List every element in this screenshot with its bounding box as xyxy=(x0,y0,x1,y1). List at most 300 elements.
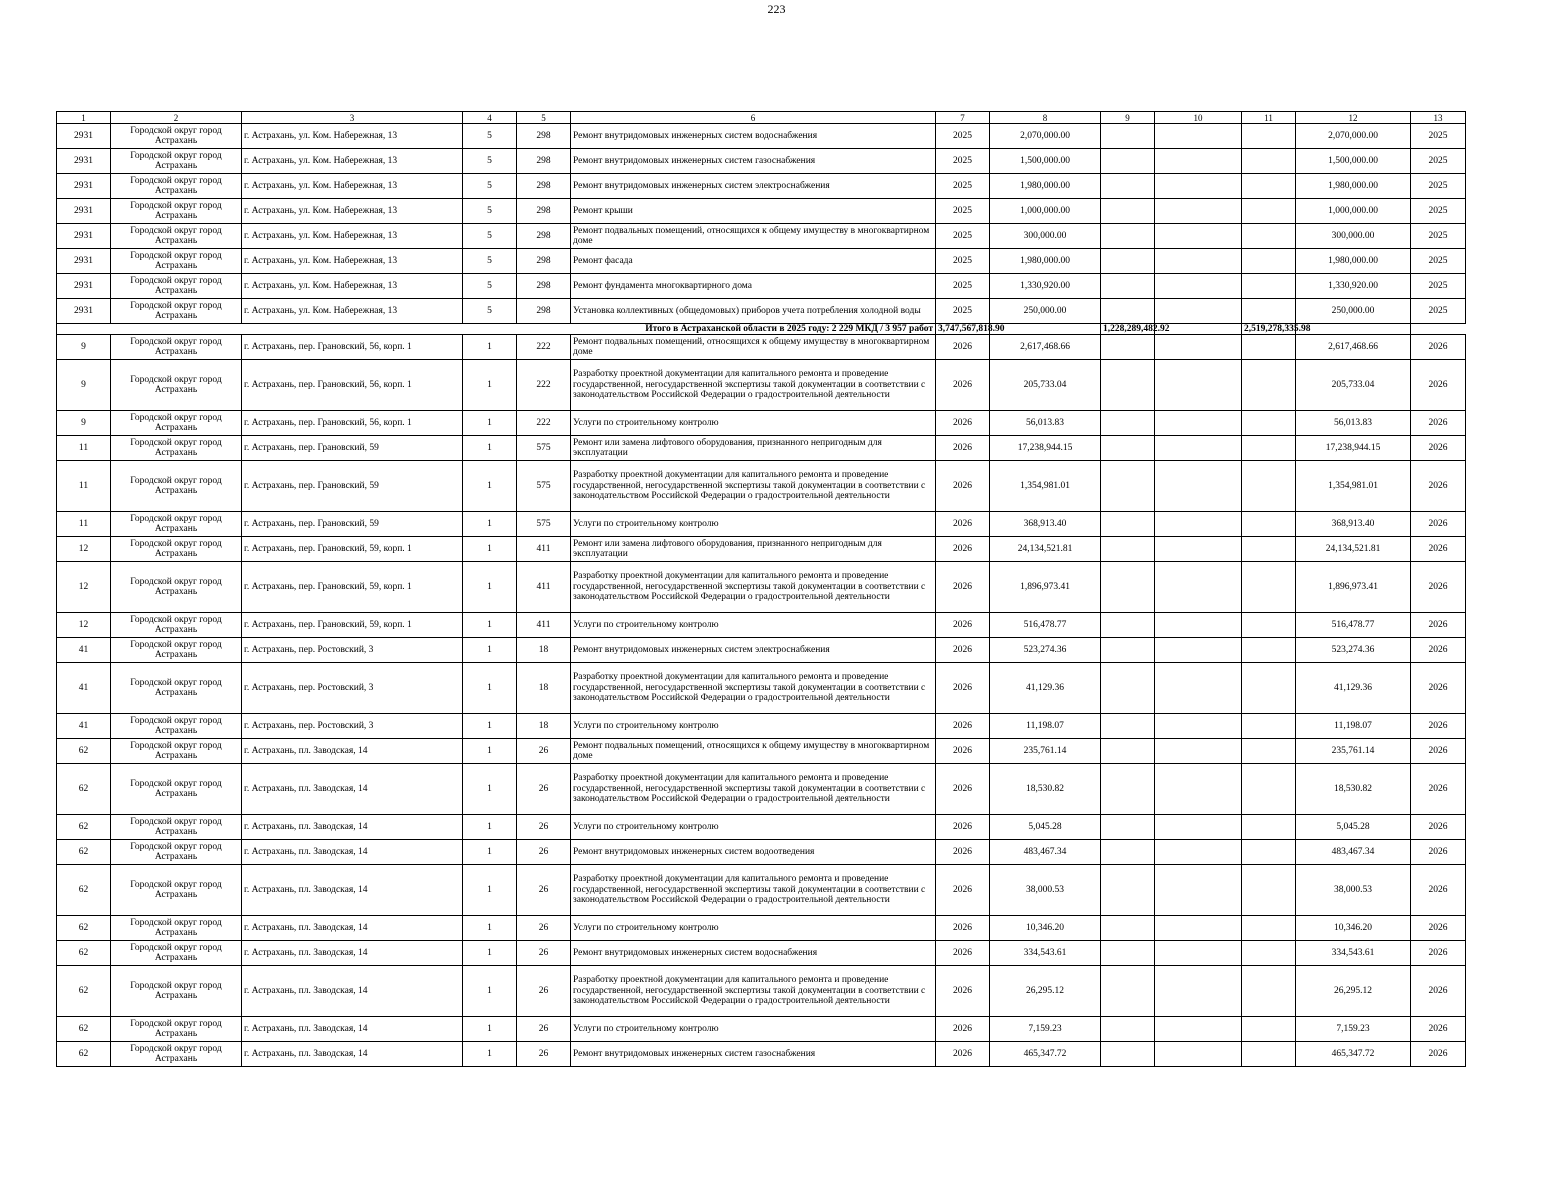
cell-floors: 5 xyxy=(463,199,517,224)
cell-house-id: 2931 xyxy=(57,149,111,174)
cell-col-11 xyxy=(1242,1017,1296,1042)
cell-floors: 5 xyxy=(463,224,517,249)
cell-work-type: Ремонт крыши xyxy=(571,199,936,224)
cell-work-type: Разработку проектной документации для капитального ремонта и проведение государственной, негосударственной экспертизы такой документации в соответствии с законодательством Российской Федерации о градостроительной деятельности xyxy=(571,966,936,1017)
cell-floors: 1 xyxy=(463,714,517,739)
cell-apartments: 18 xyxy=(517,663,571,714)
cell-house-id: 12 xyxy=(57,537,111,562)
table-row xyxy=(57,224,1466,249)
cell-address: г. Астрахань, пер. Грановский, 59 xyxy=(242,436,463,461)
cell-col-10 xyxy=(1155,966,1242,1017)
cell-col-12: 483,467.34 xyxy=(1296,840,1411,865)
cell-floors: 1 xyxy=(463,1042,517,1067)
cell-house-id: 2931 xyxy=(57,299,111,324)
cell-work-type: Услуги по строительному контролю xyxy=(571,1017,936,1042)
cell-col-10 xyxy=(1155,638,1242,663)
cell-col-11 xyxy=(1242,739,1296,764)
cell-municipality: Городской округ город Астрахань xyxy=(111,663,242,714)
cell-municipality: Городской округ город Астрахань xyxy=(111,562,242,613)
cell-col-9 xyxy=(1101,461,1155,512)
cell-address: г. Астрахань, пер. Грановский, 56, корп. 1 xyxy=(242,360,463,411)
cell-col-12: 10,346.20 xyxy=(1296,916,1411,941)
cell-municipality: Городской округ город Астрахань xyxy=(111,966,242,1017)
cell-col-11 xyxy=(1242,436,1296,461)
table-row xyxy=(57,537,1466,562)
table-body xyxy=(57,112,1466,1067)
cell-col-11 xyxy=(1242,274,1296,299)
cell-col-9 xyxy=(1101,1017,1155,1042)
column-header: 6 xyxy=(571,112,936,124)
cell-col-11 xyxy=(1242,815,1296,840)
cell-col-11 xyxy=(1242,941,1296,966)
cell-col-13: 2026 xyxy=(1411,537,1466,562)
cell-col-13: 2025 xyxy=(1411,199,1466,224)
total-col-10: 1,228,289,482.92 xyxy=(1101,324,1155,335)
cell-year: 2026 xyxy=(936,335,990,360)
cell-year: 2025 xyxy=(936,174,990,199)
cell-col-13: 2025 xyxy=(1411,149,1466,174)
cell-col-12: 2,070,000.00 xyxy=(1296,124,1411,149)
cell-col-12: 18,530.82 xyxy=(1296,764,1411,815)
column-header: 10 xyxy=(1155,112,1242,124)
cell-col-12: 250,000.00 xyxy=(1296,299,1411,324)
cell-house-id: 2931 xyxy=(57,174,111,199)
cell-col-11 xyxy=(1242,249,1296,274)
cell-col-9 xyxy=(1101,124,1155,149)
cell-house-id: 62 xyxy=(57,1042,111,1067)
cell-address: г. Астрахань, ул. Ком. Набережная, 13 xyxy=(242,224,463,249)
cell-floors: 1 xyxy=(463,436,517,461)
cell-col-9 xyxy=(1101,411,1155,436)
cell-col-9 xyxy=(1101,249,1155,274)
column-header: 4 xyxy=(463,112,517,124)
cell-work-type: Ремонт подвальных помещений, относящихся к общему имуществу в многоквартирном доме xyxy=(571,224,936,249)
cell-floors: 1 xyxy=(463,966,517,1017)
cell-apartments: 411 xyxy=(517,562,571,613)
cell-col-10 xyxy=(1155,941,1242,966)
cell-work-type: Разработку проектной документации для капитального ремонта и проведение государственной, негосударственной экспертизы такой документации в соответствии с законодательством Российской Федерации о градостроительной деятельности xyxy=(571,865,936,916)
cell-municipality: Городской округ город Астрахань xyxy=(111,249,242,274)
cell-col-13: 2026 xyxy=(1411,411,1466,436)
cell-col-11 xyxy=(1242,174,1296,199)
cell-total-cost: 24,134,521.81 xyxy=(990,537,1101,562)
cell-col-10 xyxy=(1155,865,1242,916)
cell-municipality: Городской округ город Астрахань xyxy=(111,840,242,865)
table-row xyxy=(57,562,1466,613)
cell-col-9 xyxy=(1101,840,1155,865)
cell-col-9 xyxy=(1101,865,1155,916)
cell-col-12: 26,295.12 xyxy=(1296,966,1411,1017)
cell-col-10 xyxy=(1155,199,1242,224)
cell-year: 2025 xyxy=(936,224,990,249)
cell-apartments: 18 xyxy=(517,638,571,663)
cell-address: г. Астрахань, пл. Заводская, 14 xyxy=(242,840,463,865)
total-cost: 3,747,567,818.90 xyxy=(936,324,990,335)
cell-total-cost: 250,000.00 xyxy=(990,299,1101,324)
cell-address: г. Астрахань, пер. Ростовский, 3 xyxy=(242,714,463,739)
cell-col-10 xyxy=(1155,124,1242,149)
capital-repair-table xyxy=(56,111,1466,1067)
cell-house-id: 12 xyxy=(57,562,111,613)
cell-col-12: 523,274.36 xyxy=(1296,638,1411,663)
cell-municipality: Городской округ город Астрахань xyxy=(111,613,242,638)
cell-address: г. Астрахань, пер. Грановский, 59, корп. 1 xyxy=(242,613,463,638)
cell-year: 2026 xyxy=(936,512,990,537)
cell-house-id: 62 xyxy=(57,840,111,865)
cell-apartments: 298 xyxy=(517,224,571,249)
cell-col-10 xyxy=(1155,1042,1242,1067)
cell-col-12: 2,617,468.66 xyxy=(1296,335,1411,360)
cell-house-id: 62 xyxy=(57,1017,111,1042)
cell-col-12: 516,478.77 xyxy=(1296,613,1411,638)
cell-floors: 1 xyxy=(463,941,517,966)
table-row xyxy=(57,274,1466,299)
cell-total-cost: 1,330,920.00 xyxy=(990,274,1101,299)
cell-col-11 xyxy=(1242,638,1296,663)
cell-col-9 xyxy=(1101,941,1155,966)
cell-apartments: 26 xyxy=(517,941,571,966)
cell-total-cost: 1,980,000.00 xyxy=(990,249,1101,274)
table-row xyxy=(57,124,1466,149)
cell-house-id: 11 xyxy=(57,436,111,461)
table-row xyxy=(57,1042,1466,1067)
cell-col-11 xyxy=(1242,335,1296,360)
cell-col-13: 2026 xyxy=(1411,916,1466,941)
cell-apartments: 18 xyxy=(517,714,571,739)
cell-col-9 xyxy=(1101,436,1155,461)
cell-house-id: 41 xyxy=(57,638,111,663)
cell-col-11 xyxy=(1242,865,1296,916)
cell-total-cost: 10,346.20 xyxy=(990,916,1101,941)
cell-work-type: Ремонт внутридомовых инженерных систем водоснабжения xyxy=(571,124,936,149)
cell-col-12: 1,980,000.00 xyxy=(1296,174,1411,199)
column-number-row xyxy=(57,112,1466,124)
cell-address: г. Астрахань, ул. Ком. Набережная, 13 xyxy=(242,174,463,199)
cell-col-12: 300,000.00 xyxy=(1296,224,1411,249)
column-header: 12 xyxy=(1296,112,1411,124)
cell-address: г. Астрахань, пл. Заводская, 14 xyxy=(242,815,463,840)
cell-house-id: 62 xyxy=(57,865,111,916)
table-row xyxy=(57,966,1466,1017)
cell-col-10 xyxy=(1155,764,1242,815)
cell-col-10 xyxy=(1155,739,1242,764)
cell-col-11 xyxy=(1242,124,1296,149)
table-row xyxy=(57,613,1466,638)
table-row xyxy=(57,299,1466,324)
cell-work-type: Ремонт или замена лифтового оборудования, признанного непригодным для эксплуатации xyxy=(571,436,936,461)
cell-floors: 5 xyxy=(463,299,517,324)
column-header: 11 xyxy=(1242,112,1296,124)
cell-year: 2025 xyxy=(936,249,990,274)
column-header: 8 xyxy=(990,112,1101,124)
cell-col-10 xyxy=(1155,174,1242,199)
column-header: 13 xyxy=(1411,112,1466,124)
cell-apartments: 298 xyxy=(517,174,571,199)
cell-house-id: 62 xyxy=(57,739,111,764)
cell-municipality: Городской округ город Астрахань xyxy=(111,512,242,537)
cell-col-12: 56,013.83 xyxy=(1296,411,1411,436)
cell-work-type: Ремонт подвальных помещений, относящихся к общему имуществу в многоквартирном доме xyxy=(571,739,936,764)
cell-work-type: Разработку проектной документации для капитального ремонта и проведение государственной, негосударственной экспертизы такой документации в соответствии с законодательством Российской Федерации о градостроительной деятельности xyxy=(571,562,936,613)
cell-address: г. Астрахань, пер. Грановский, 59, корп. 1 xyxy=(242,562,463,613)
cell-apartments: 575 xyxy=(517,461,571,512)
cell-col-9 xyxy=(1101,966,1155,1017)
cell-work-type: Ремонт внутридомовых инженерных систем газоснабжения xyxy=(571,149,936,174)
cell-col-13: 2026 xyxy=(1411,1017,1466,1042)
cell-col-12: 1,980,000.00 xyxy=(1296,249,1411,274)
cell-municipality: Городской округ город Астрахань xyxy=(111,124,242,149)
cell-address: г. Астрахань, пер. Грановский, 56, корп. 1 xyxy=(242,411,463,436)
cell-address: г. Астрахань, пл. Заводская, 14 xyxy=(242,966,463,1017)
cell-col-11 xyxy=(1242,299,1296,324)
cell-floors: 1 xyxy=(463,840,517,865)
cell-col-9 xyxy=(1101,537,1155,562)
cell-floors: 1 xyxy=(463,865,517,916)
cell-address: г. Астрахань, пер. Грановский, 59 xyxy=(242,461,463,512)
cell-house-id: 62 xyxy=(57,941,111,966)
cell-address: г. Астрахань, ул. Ком. Набережная, 13 xyxy=(242,249,463,274)
cell-year: 2026 xyxy=(936,840,990,865)
cell-total-cost: 1,896,973.41 xyxy=(990,562,1101,613)
cell-col-9 xyxy=(1101,512,1155,537)
cell-floors: 1 xyxy=(463,916,517,941)
cell-year: 2026 xyxy=(936,360,990,411)
cell-year: 2026 xyxy=(936,815,990,840)
cell-house-id: 62 xyxy=(57,966,111,1017)
cell-house-id: 41 xyxy=(57,663,111,714)
cell-municipality: Городской округ город Астрахань xyxy=(111,199,242,224)
cell-col-10 xyxy=(1155,149,1242,174)
cell-address: г. Астрахань, пл. Заводская, 14 xyxy=(242,916,463,941)
cell-apartments: 26 xyxy=(517,815,571,840)
cell-apartments: 575 xyxy=(517,512,571,537)
cell-work-type: Услуги по строительному контролю xyxy=(571,613,936,638)
cell-house-id: 9 xyxy=(57,411,111,436)
cell-municipality: Городской округ город Астрахань xyxy=(111,537,242,562)
cell-municipality: Городской округ город Астрахань xyxy=(111,174,242,199)
cell-municipality: Городской округ город Астрахань xyxy=(111,815,242,840)
cell-col-12: 368,913.40 xyxy=(1296,512,1411,537)
cell-house-id: 2931 xyxy=(57,124,111,149)
total-col-9 xyxy=(990,324,1101,335)
cell-col-9 xyxy=(1101,764,1155,815)
total-col-13 xyxy=(1296,324,1411,335)
cell-total-cost: 1,980,000.00 xyxy=(990,174,1101,199)
cell-municipality: Городской округ город Астрахань xyxy=(111,461,242,512)
table-row xyxy=(57,638,1466,663)
cell-col-12: 1,500,000.00 xyxy=(1296,149,1411,174)
cell-apartments: 26 xyxy=(517,865,571,916)
cell-col-9 xyxy=(1101,1042,1155,1067)
cell-floors: 5 xyxy=(463,274,517,299)
cell-total-cost: 334,543.61 xyxy=(990,941,1101,966)
cell-address: г. Астрахань, пл. Заводская, 14 xyxy=(242,1017,463,1042)
table-row xyxy=(57,663,1466,714)
cell-address: г. Астрахань, ул. Ком. Набережная, 13 xyxy=(242,199,463,224)
cell-col-13: 2026 xyxy=(1411,714,1466,739)
cell-apartments: 222 xyxy=(517,335,571,360)
cell-col-13: 2026 xyxy=(1411,638,1466,663)
cell-col-9 xyxy=(1101,815,1155,840)
cell-col-9 xyxy=(1101,739,1155,764)
cell-col-12: 334,543.61 xyxy=(1296,941,1411,966)
cell-work-type: Ремонт фундамента многоквартирного дома xyxy=(571,274,936,299)
cell-municipality: Городской округ город Астрахань xyxy=(111,739,242,764)
cell-col-10 xyxy=(1155,249,1242,274)
cell-total-cost: 368,913.40 xyxy=(990,512,1101,537)
table-row xyxy=(57,764,1466,815)
cell-col-9 xyxy=(1101,562,1155,613)
cell-total-cost: 516,478.77 xyxy=(990,613,1101,638)
cell-col-11 xyxy=(1242,199,1296,224)
cell-year: 2026 xyxy=(936,436,990,461)
cell-total-cost: 7,159.23 xyxy=(990,1017,1101,1042)
cell-col-13: 2026 xyxy=(1411,512,1466,537)
cell-col-13: 2026 xyxy=(1411,1042,1466,1067)
column-header: 5 xyxy=(517,112,571,124)
cell-col-13: 2026 xyxy=(1411,360,1466,411)
cell-address: г. Астрахань, пер. Грановский, 59 xyxy=(242,512,463,537)
cell-year: 2026 xyxy=(936,1042,990,1067)
cell-total-cost: 2,617,468.66 xyxy=(990,335,1101,360)
cell-col-11 xyxy=(1242,840,1296,865)
cell-apartments: 26 xyxy=(517,840,571,865)
cell-col-10 xyxy=(1155,436,1242,461)
cell-col-9 xyxy=(1101,149,1155,174)
cell-house-id: 11 xyxy=(57,461,111,512)
table-row xyxy=(57,714,1466,739)
cell-municipality: Городской округ город Астрахань xyxy=(111,299,242,324)
cell-address: г. Астрахань, пл. Заводская, 14 xyxy=(242,764,463,815)
cell-col-9 xyxy=(1101,224,1155,249)
cell-apartments: 298 xyxy=(517,299,571,324)
cell-floors: 1 xyxy=(463,613,517,638)
cell-col-10 xyxy=(1155,274,1242,299)
cell-col-10 xyxy=(1155,815,1242,840)
cell-col-13: 2026 xyxy=(1411,941,1466,966)
cell-municipality: Городской округ город Астрахань xyxy=(111,714,242,739)
cell-house-id: 62 xyxy=(57,815,111,840)
cell-col-10 xyxy=(1155,1017,1242,1042)
cell-floors: 1 xyxy=(463,638,517,663)
cell-floors: 1 xyxy=(463,335,517,360)
cell-year: 2026 xyxy=(936,865,990,916)
cell-col-12: 11,198.07 xyxy=(1296,714,1411,739)
cell-col-12: 465,347.72 xyxy=(1296,1042,1411,1067)
cell-floors: 1 xyxy=(463,360,517,411)
cell-address: г. Астрахань, ул. Ком. Набережная, 13 xyxy=(242,274,463,299)
cell-col-10 xyxy=(1155,512,1242,537)
cell-col-11 xyxy=(1242,461,1296,512)
cell-municipality: Городской округ город Астрахань xyxy=(111,224,242,249)
cell-apartments: 298 xyxy=(517,199,571,224)
cell-col-10 xyxy=(1155,299,1242,324)
cell-house-id: 2931 xyxy=(57,199,111,224)
cell-col-12: 235,761.14 xyxy=(1296,739,1411,764)
cell-floors: 1 xyxy=(463,411,517,436)
cell-year: 2026 xyxy=(936,941,990,966)
table-row xyxy=(57,199,1466,224)
cell-apartments: 26 xyxy=(517,1042,571,1067)
cell-house-id: 41 xyxy=(57,714,111,739)
cell-year: 2026 xyxy=(936,764,990,815)
cell-work-type: Ремонт внутридомовых инженерных систем водоснабжения xyxy=(571,941,936,966)
cell-col-11 xyxy=(1242,537,1296,562)
table-row xyxy=(57,840,1466,865)
cell-year: 2026 xyxy=(936,739,990,764)
table-row xyxy=(57,411,1466,436)
cell-work-type: Разработку проектной документации для капитального ремонта и проведение государственной, негосударственной экспертизы такой документации в соответствии с законодательством Российской Федерации о градостроительной деятельности xyxy=(571,461,936,512)
cell-address: г. Астрахань, пл. Заводская, 14 xyxy=(242,865,463,916)
cell-house-id: 12 xyxy=(57,613,111,638)
cell-total-cost: 1,354,981.01 xyxy=(990,461,1101,512)
cell-apartments: 26 xyxy=(517,1017,571,1042)
cell-work-type: Услуги по строительному контролю xyxy=(571,512,936,537)
cell-year: 2026 xyxy=(936,916,990,941)
cell-col-13: 2026 xyxy=(1411,840,1466,865)
cell-apartments: 411 xyxy=(517,537,571,562)
table-row xyxy=(57,512,1466,537)
cell-total-cost: 5,045.28 xyxy=(990,815,1101,840)
cell-col-13: 2026 xyxy=(1411,613,1466,638)
cell-col-11 xyxy=(1242,411,1296,436)
cell-total-cost: 11,198.07 xyxy=(990,714,1101,739)
cell-house-id: 2931 xyxy=(57,249,111,274)
cell-municipality: Городской округ город Астрахань xyxy=(111,764,242,815)
cell-col-9 xyxy=(1101,199,1155,224)
table-row xyxy=(57,815,1466,840)
cell-col-12: 1,330,920.00 xyxy=(1296,274,1411,299)
cell-floors: 1 xyxy=(463,512,517,537)
column-header: 7 xyxy=(936,112,990,124)
cell-col-11 xyxy=(1242,613,1296,638)
cell-total-cost: 56,013.83 xyxy=(990,411,1101,436)
cell-apartments: 26 xyxy=(517,966,571,1017)
cell-municipality: Городской округ город Астрахань xyxy=(111,638,242,663)
cell-col-9 xyxy=(1101,663,1155,714)
cell-total-cost: 235,761.14 xyxy=(990,739,1101,764)
cell-col-12: 5,045.28 xyxy=(1296,815,1411,840)
cell-col-11 xyxy=(1242,1042,1296,1067)
cell-address: г. Астрахань, ул. Ком. Набережная, 13 xyxy=(242,299,463,324)
cell-col-10 xyxy=(1155,562,1242,613)
total-row xyxy=(57,324,1466,335)
cell-col-13: 2026 xyxy=(1411,562,1466,613)
cell-year: 2026 xyxy=(936,966,990,1017)
cell-floors: 5 xyxy=(463,174,517,199)
cell-col-13: 2025 xyxy=(1411,249,1466,274)
cell-col-10 xyxy=(1155,916,1242,941)
cell-col-9 xyxy=(1101,714,1155,739)
cell-total-cost: 465,347.72 xyxy=(990,1042,1101,1067)
table-row xyxy=(57,739,1466,764)
cell-col-11 xyxy=(1242,764,1296,815)
table-row xyxy=(57,436,1466,461)
cell-municipality: Городской округ город Астрахань xyxy=(111,411,242,436)
cell-col-13: 2026 xyxy=(1411,764,1466,815)
cell-col-11 xyxy=(1242,663,1296,714)
cell-col-10 xyxy=(1155,840,1242,865)
cell-year: 2025 xyxy=(936,299,990,324)
cell-col-9 xyxy=(1101,174,1155,199)
cell-floors: 1 xyxy=(463,815,517,840)
cell-address: г. Астрахань, ул. Ком. Набережная, 13 xyxy=(242,149,463,174)
cell-work-type: Разработку проектной документации для капитального ремонта и проведение государственной, негосударственной экспертизы такой документации в соответствии с законодательством Российской Федерации о градостроительной деятельности xyxy=(571,764,936,815)
cell-apartments: 298 xyxy=(517,249,571,274)
cell-col-11 xyxy=(1242,360,1296,411)
cell-year: 2026 xyxy=(936,714,990,739)
cell-municipality: Городской округ город Астрахань xyxy=(111,274,242,299)
